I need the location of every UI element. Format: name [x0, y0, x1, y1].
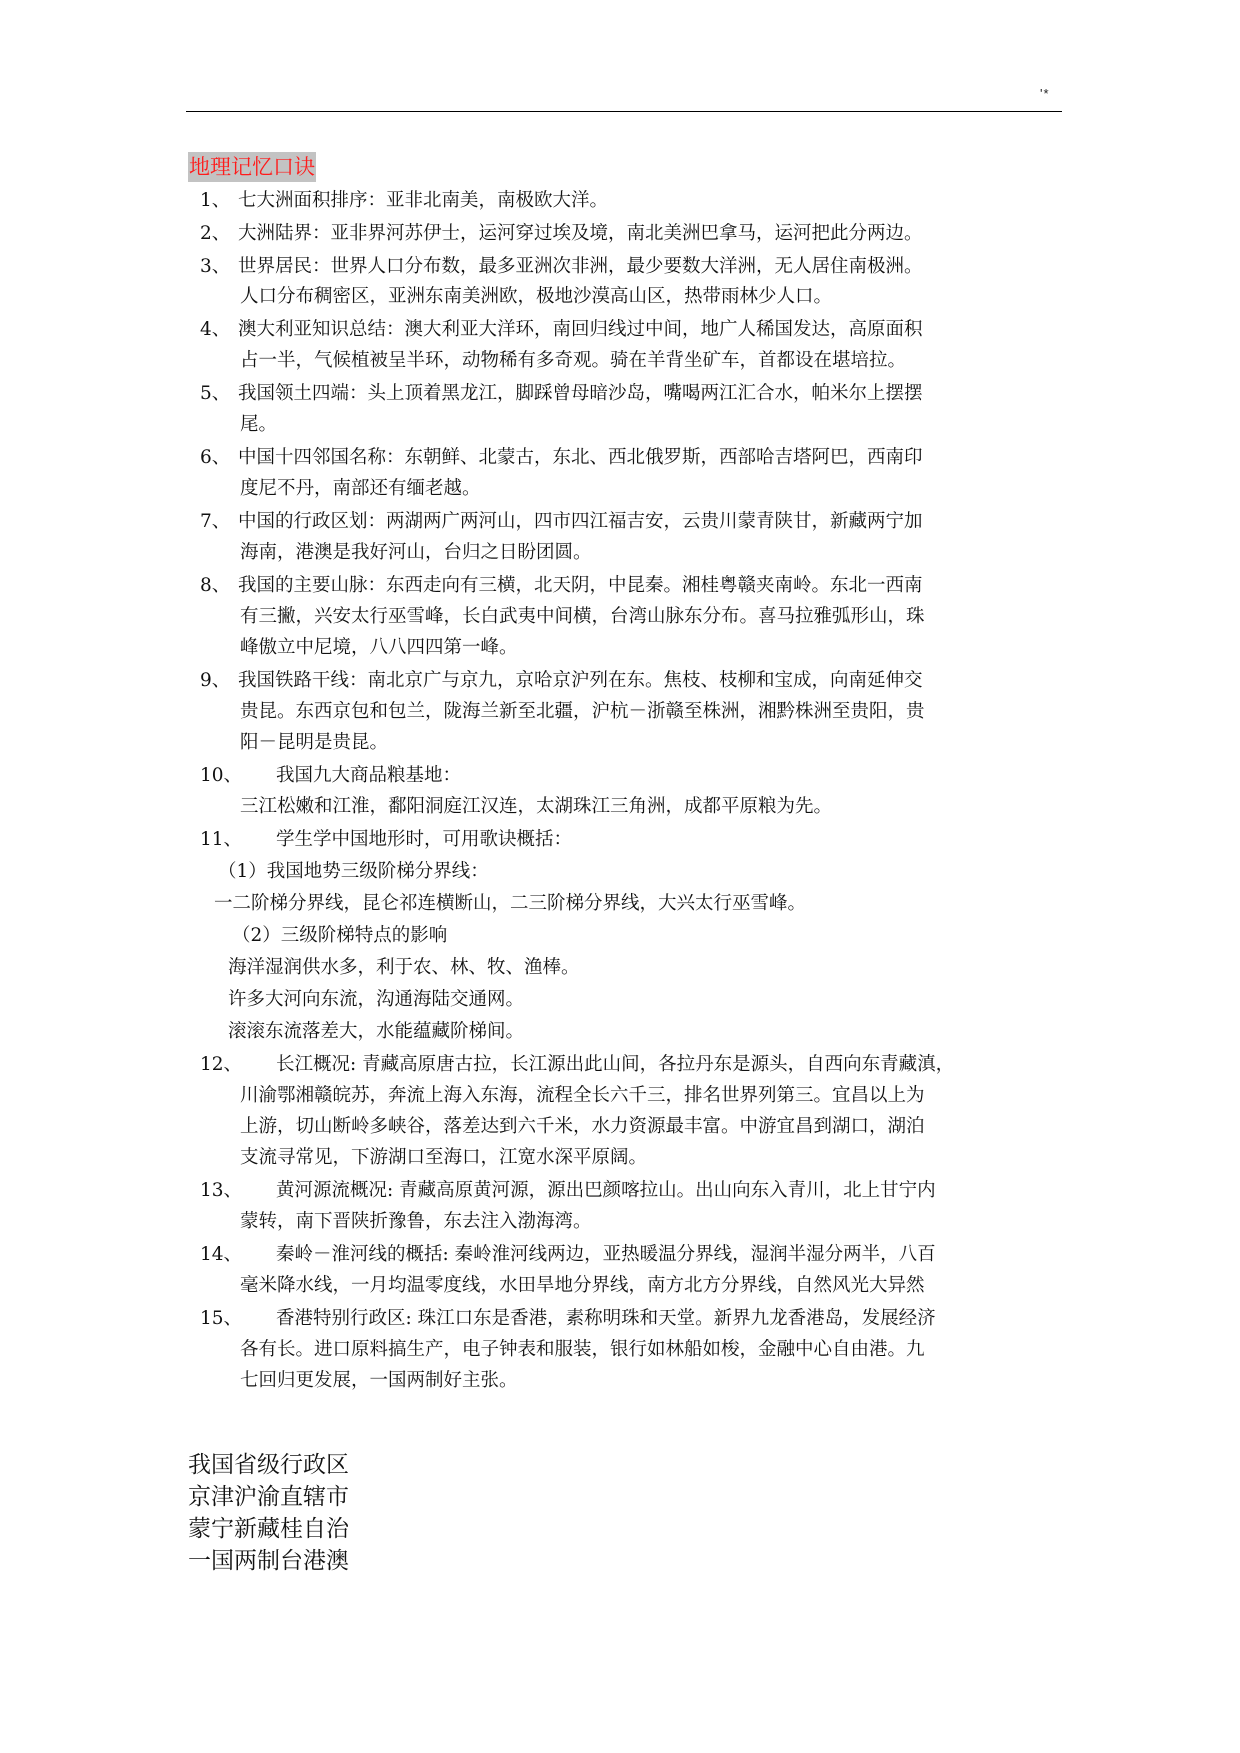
item-text: 中国的行政区划：两湖两广两河山，四市四江福吉安，云贵川蒙青陕甘，新藏两宁加 [238, 511, 923, 532]
item-number: 12、 [200, 1054, 243, 1075]
item-number: 13、 [200, 1180, 243, 1201]
item-text: 海洋湿润供水多，利于农、林、牧、渔棒。 [228, 957, 580, 978]
mnemonic-line: 蒙宁新藏桂自治 [188, 1516, 349, 1542]
item-text: 贵昆。东西京包和包兰，陇海兰新至北疆，沪杭－浙赣至株洲，湘黔株洲至贵阳，贵 [240, 701, 925, 722]
header-mark: '* [1040, 86, 1050, 101]
item-number: 8、 [200, 575, 231, 596]
item-text: 七回归更发展，一国两制好主张。 [240, 1370, 518, 1391]
item-text: 支流寻常见，下游湖口至海口，江宽水深平原阔。 [240, 1147, 648, 1168]
item-number: 14、 [200, 1244, 243, 1265]
item-text: 七大洲面积排序：亚非北南美，南极欧大洋。 [238, 190, 609, 211]
item-number: 6、 [200, 447, 231, 468]
item-text: 度尼不丹，南部还有缅老越。 [240, 478, 481, 499]
item-text: （2）三级阶梯特点的影响 [232, 925, 448, 946]
item-text: 蒙转，南下晋陕折豫鲁，东去注入渤海湾。 [240, 1211, 592, 1232]
item-text: 占一半，气候植被呈半环，动物稀有多奇观。骑在羊背坐矿车，首都设在堪培拉。 [240, 350, 907, 371]
item-text: 我国领土四端：头上顶着黑龙江，脚踩曾母暗沙岛，嘴喝两江汇合水，帕米尔上摆摆 [238, 383, 923, 404]
item-text: 大洲陆界：亚非界河苏伊士，运河穿过埃及境，南北美洲巴拿马，运河把此分两边。 [238, 223, 923, 244]
item-number: 9、 [200, 670, 231, 691]
item-text: 长江概况: 青藏高原唐古拉，长江源出此山间，各拉丹东是源头，自西向东青藏滇， [276, 1054, 955, 1075]
item-number: 3、 [200, 256, 231, 277]
mnemonic-line: 一国两制台港澳 [188, 1548, 349, 1574]
item-text: 我国铁路干线：南北京广与京九，京哈京沪列在东。焦枝、枝柳和宝成，向南延伸交 [238, 670, 923, 691]
item-text: 阳－昆明是贵昆。 [240, 732, 389, 753]
item-text: （1）我国地势三级阶梯分界线： [218, 861, 489, 882]
item-number: 2、 [200, 223, 231, 244]
item-text: 三江松嫩和江淮，鄱阳洞庭江汉连，太湖珠江三角洲，成都平原粮为先。 [240, 796, 833, 817]
mnemonic-line: 我国省级行政区 [188, 1452, 349, 1478]
item-number: 1、 [200, 190, 231, 211]
item-number: 11、 [200, 829, 243, 850]
item-text: 香港特别行政区: 珠江口东是香港，素称明珠和天堂。新界九龙香港岛，发展经济 [276, 1308, 936, 1329]
item-text: 毫米降水线，一月均温零度线，水田旱地分界线，南方北方分界线，自然风光大异然 [240, 1275, 925, 1296]
item-text: 一二阶梯分界线，昆仑祁连横断山，二三阶梯分界线，大兴太行巫雪峰。 [214, 893, 807, 914]
item-number: 15、 [200, 1308, 243, 1329]
item-text: 许多大河向东流，沟通海陆交通网。 [228, 989, 525, 1010]
mnemonic-line: 京津沪渝直辖市 [188, 1484, 349, 1510]
item-text: 尾。 [240, 414, 278, 435]
item-text: 中国十四邻国名称：东朝鲜、北蒙古，东北、西北俄罗斯，西部哈吉塔阿巴，西南印 [238, 447, 923, 468]
item-text: 我国九大商品粮基地： [276, 765, 462, 786]
item-text: 世界居民：世界人口分布数，最多亚洲次非洲，最少要数大洋洲，无人居住南极洲。 [238, 256, 923, 277]
item-number: 5、 [200, 383, 231, 404]
item-number: 10、 [200, 765, 243, 786]
item-text: 人口分布稠密区，亚洲东南美洲欧，极地沙漠高山区，热带雨林少人口。 [240, 286, 833, 307]
item-text: 峰傲立中尼境，八八四四第一峰。 [240, 637, 518, 658]
item-number: 7、 [200, 511, 231, 532]
item-text: 有三撇，兴安太行巫雪峰，长白武夷中间横，台湾山脉东分布。喜马拉雅弧形山，珠 [240, 606, 925, 627]
page-title: 地理记忆口诀 [188, 152, 316, 182]
item-number: 4、 [200, 319, 231, 340]
item-text: 澳大利亚知识总结：澳大利亚大洋环，南回归线过中间，地广人稀国发达，高原面积 [238, 319, 923, 340]
header-rule [186, 111, 1062, 112]
item-text: 海南，港澳是我好河山，台归之日盼团圆。 [240, 542, 592, 563]
item-text: 滚滚东流落差大，水能蕴藏阶梯间。 [228, 1021, 525, 1042]
item-text: 学生学中国地形时，可用歌诀概括： [276, 829, 573, 850]
item-text: 我国的主要山脉：东西走向有三横，北天阴，中昆秦。湘桂粤赣夹南岭。东北一西南 [238, 575, 923, 596]
item-text: 秦岭－淮河线的概括: 秦岭淮河线两边，亚热暖温分界线，湿润半湿分两半，八百 [276, 1244, 936, 1265]
item-text: 川渝鄂湘赣皖苏，奔流上海入东海，流程全长六千三，排名世界列第三。宜昌以上为 [240, 1085, 925, 1106]
item-text: 上游，切山断岭多峡谷，落差达到六千米，水力资源最丰富。中游宜昌到湖口，湖泊 [240, 1116, 925, 1137]
item-text: 各有长。进口原料搞生产，电子钟表和服装，银行如林船如梭，金融中心自由港。九 [240, 1339, 925, 1360]
item-text: 黄河源流概况: 青藏高原黄河源，源出巴颜喀拉山。出山向东入青川，北上甘宁内 [276, 1180, 936, 1201]
